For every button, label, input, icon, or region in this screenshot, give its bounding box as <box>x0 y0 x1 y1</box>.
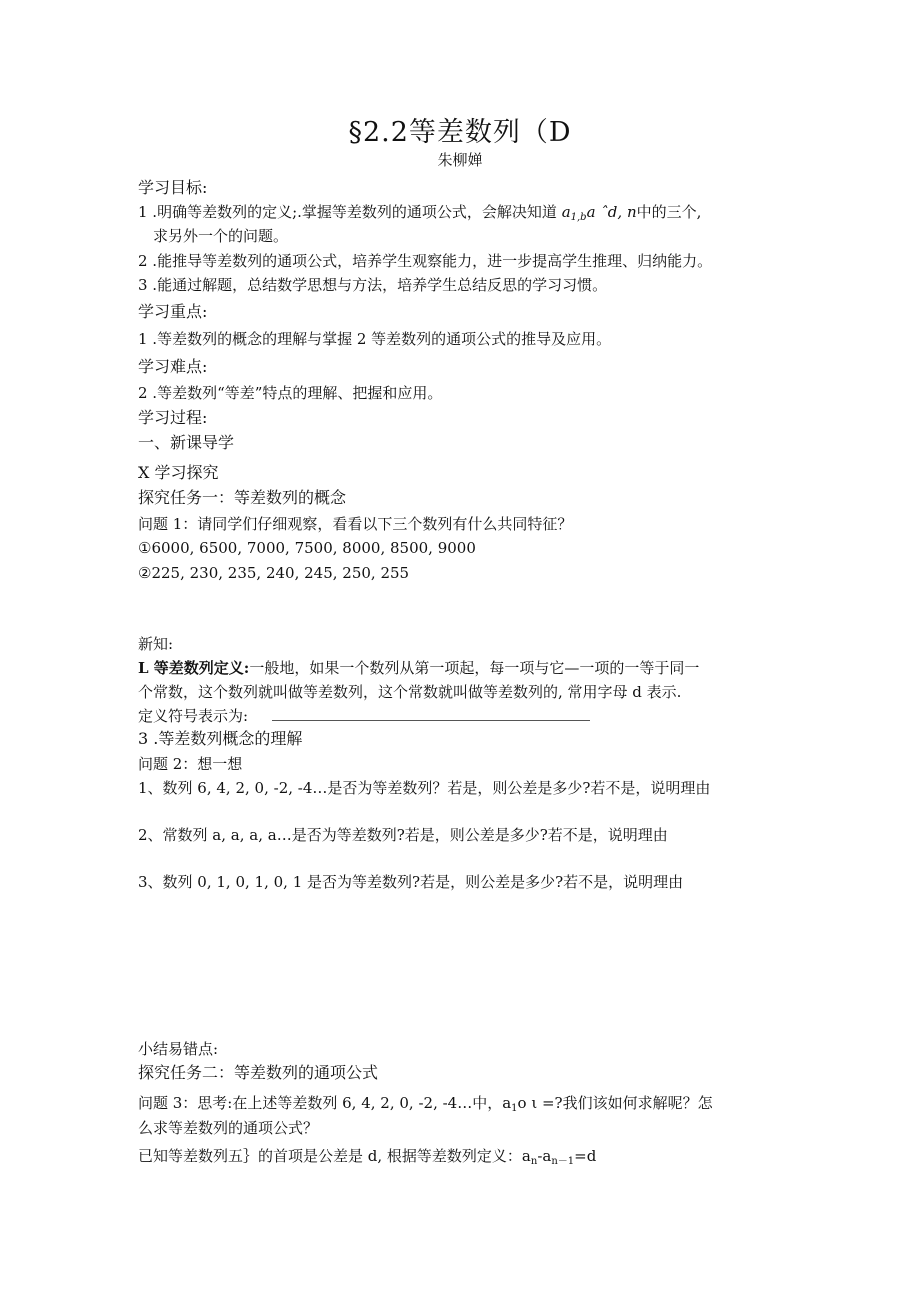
question-3-text: 问题 3：思考:在上述等差数列 6, 4, 2, 0, -2, -4…中，a <box>138 1094 512 1112</box>
question-3-end: o ι =?我们该如何求解呢？怎 <box>517 1094 713 1112</box>
question-2: 问题 2：想一想 <box>138 755 243 773</box>
definition-label: L 等差数列定义: <box>138 659 250 677</box>
sequence-2: ②225, 230, 235, 240, 245, 250, 255 <box>138 564 410 582</box>
task-1: 探究任务一：等差数列的概念 <box>138 488 347 507</box>
question-2-a: 1、数列 6, 4, 2, 0, -2, -4…是否为等差数列？若是，则公差是多少?若不是，说明理由 <box>138 779 711 797</box>
goal-item-1-math: a <box>561 203 571 221</box>
author-name: 朱柳婵 <box>437 151 483 169</box>
definition-text: 一般地，如果一个数列从第一项起，每一项与它—一项的一等于同一 <box>249 659 700 677</box>
question-3 <box>138 1093 713 1119</box>
question-2-b: 2、常数列 a, a, a, a…是否为等差数列?若是，则公差是多少?若不是，说明理由 <box>138 826 668 844</box>
process-heading: 学习过程: <box>138 408 208 427</box>
question-3-sub: 1 <box>511 1103 518 1114</box>
known-text: 已知等差数列五｝的首项是公差是 d, 根据等差数列定义：a <box>138 1147 531 1165</box>
definition-line <box>138 658 699 678</box>
page-title: §2.2等差数列（D <box>348 117 572 148</box>
new-knowledge-heading: 新知: <box>138 635 174 653</box>
known-sub-n: n <box>530 1156 538 1167</box>
difficulty-item: 2 .等差数列“等差”特点的理解、把握和应用。 <box>138 384 443 402</box>
section-new-lesson: 一、新课导学 <box>138 433 235 452</box>
goal-item-2: 2 .能推导等差数列的通项公式，培养学生观察能力，进一步提高学生推理、归纳能力。 <box>138 252 713 270</box>
definition-cont: 个常数，这个数列就叫做等差数列，这个常数就叫做等差数列的, 常用字母 d 表示. <box>138 683 682 701</box>
focus-heading: 学习重点: <box>138 302 208 321</box>
known-definition <box>138 1146 596 1172</box>
goal-item-1-text: 1 .明确等差数列的定义;.掌握等差数列的通项公式，会解决知道 <box>138 203 557 221</box>
focus-item: 1 .等差数列的概念的理解与掌握 2 等差数列的通项公式的推导及应用。 <box>138 330 612 348</box>
sequence-1: ①6000, 6500, 7000, 7500, 8000, 8500, 9000 <box>138 539 476 557</box>
goal-item-1-math2: a ˆd, n <box>586 203 637 221</box>
question-1: 问题 1：请同学们仔细观察，看看以下三个数列有什么共同特征？ <box>138 515 573 533</box>
answer-blank-line <box>272 720 590 721</box>
known-minus: -a <box>537 1147 552 1165</box>
question-2-c: 3、数列 0, 1, 0, 1, 0, 1 是否为等差数列?若是，则公差是多少?若不是，说明理由 <box>138 873 684 891</box>
goal-item-1 <box>138 202 701 228</box>
known-end: =d <box>574 1147 597 1165</box>
goal-item-1-end: 中的三个, <box>636 203 702 221</box>
definition-symbol-label: 定义符号表示为: <box>138 707 249 725</box>
section-explore: X 学习探究 <box>138 463 219 482</box>
known-sub-n1: n－1 <box>551 1156 575 1167</box>
difficulty-heading: 学习难点: <box>138 357 208 376</box>
question-3-cont: 么求等差数列的通项公式？ <box>138 1119 319 1137</box>
concept-understanding: 3 .等差数列概念的理解 <box>138 729 303 748</box>
goal-item-1-cont: 求另外一个的问题。 <box>153 227 289 245</box>
goal-item-3: 3 .能通过解题，总结数学思想与方法，培养学生总结反思的学习习惯。 <box>138 276 608 294</box>
goals-heading: 学习目标: <box>138 178 208 197</box>
task-2: 探究任务二：等差数列的通项公式 <box>138 1063 379 1082</box>
goal-item-1-sub: 1,b <box>570 212 587 223</box>
summary-heading: 小结易错点: <box>138 1040 219 1058</box>
